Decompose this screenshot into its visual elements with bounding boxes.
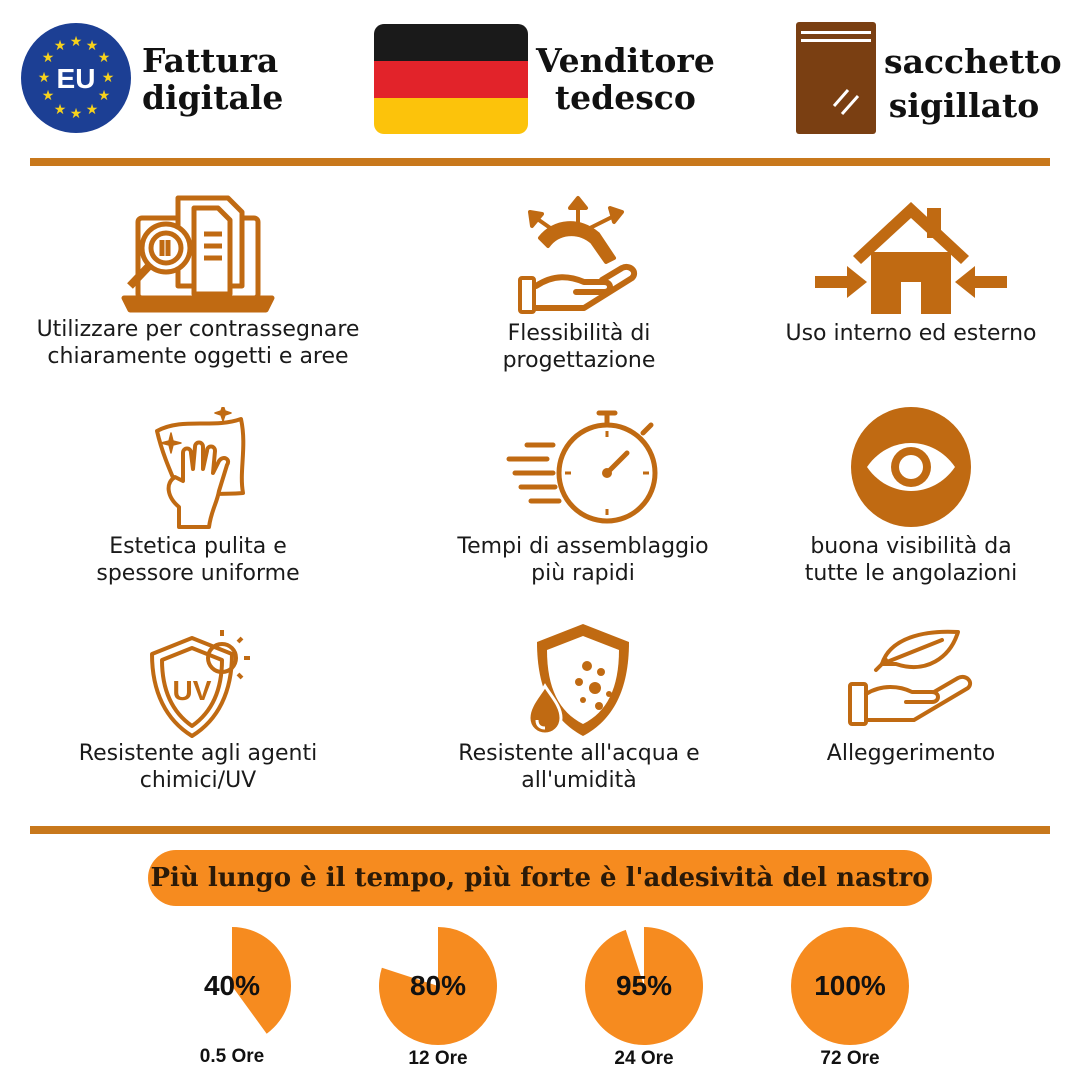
adhesion-pie bbox=[750, 922, 950, 1072]
svg-text:★: ★ bbox=[69, 34, 83, 50]
pie-percent-label: 80% bbox=[409, 970, 467, 1001]
house-arrows-icon bbox=[811, 198, 1011, 318]
header-line: sigillato bbox=[888, 86, 1040, 125]
adhesion-pies bbox=[0, 922, 1080, 1080]
feature-label-line: buona visibilità da bbox=[810, 534, 1012, 559]
sealed-bag-icon bbox=[796, 22, 876, 134]
eye-icon bbox=[849, 405, 973, 529]
feature-item bbox=[731, 620, 1080, 810]
pie-time-label: 24 Ore bbox=[614, 1048, 674, 1069]
feature-label-line: Uso interno ed esterno bbox=[785, 321, 1037, 346]
feature-item bbox=[403, 405, 763, 595]
feature-item bbox=[18, 620, 378, 810]
german-flag-icon bbox=[374, 24, 528, 134]
svg-text:★: ★ bbox=[53, 38, 67, 54]
pie-time-label: 12 Ore bbox=[408, 1048, 468, 1069]
feature-label-line: spessore uniforme bbox=[96, 561, 300, 586]
eu-flag-icon bbox=[20, 22, 132, 134]
stopwatch-icon bbox=[503, 407, 663, 533]
feature-label-line: Resistente all'acqua e bbox=[458, 741, 700, 766]
svg-text:★: ★ bbox=[85, 102, 99, 118]
header-line: tedesco bbox=[554, 78, 696, 117]
pie-percent-label: 40% bbox=[203, 970, 261, 1001]
svg-text:★: ★ bbox=[41, 50, 55, 66]
feature-label-line: chiaramente oggetti e aree bbox=[47, 344, 349, 369]
pie-percent-label: 100% bbox=[814, 970, 886, 1001]
feature-label-line: progettazione bbox=[502, 348, 656, 373]
adhesion-pie bbox=[338, 922, 538, 1072]
feature-item bbox=[18, 405, 378, 595]
svg-text:★: ★ bbox=[97, 50, 111, 66]
divider-top bbox=[30, 158, 1050, 166]
svg-text:★: ★ bbox=[85, 38, 99, 54]
header-line: Venditore bbox=[536, 41, 715, 80]
feature-label-line: Flessibilità di bbox=[507, 321, 651, 346]
pie-percent-label: 95% bbox=[615, 970, 673, 1001]
pie-time-label: 72 Ore bbox=[820, 1048, 880, 1069]
adhesion-pie bbox=[132, 922, 332, 1072]
hand-leaf-icon bbox=[846, 624, 976, 734]
svg-text:★: ★ bbox=[37, 70, 51, 86]
adhesion-banner: Più lungo è il tempo, più forte è l'adesività del nastro bbox=[148, 850, 932, 906]
header-line: sacchetto bbox=[884, 42, 1062, 81]
header-item-fattura bbox=[142, 42, 283, 116]
svg-text:★: ★ bbox=[53, 102, 67, 118]
uv-shield-icon bbox=[138, 622, 258, 742]
adhesion-pie bbox=[544, 922, 744, 1072]
document-search-icon bbox=[118, 190, 278, 320]
feature-label-line: Tempi di assemblaggio bbox=[457, 534, 709, 559]
uv-text: UV bbox=[172, 675, 212, 706]
feature-item bbox=[731, 190, 1080, 380]
water-shield-icon bbox=[519, 620, 639, 740]
feature-label-line: più rapidi bbox=[531, 561, 635, 586]
feature-item bbox=[399, 190, 759, 380]
divider-bottom bbox=[30, 826, 1050, 834]
feature-item bbox=[18, 190, 378, 380]
svg-text:★: ★ bbox=[97, 88, 111, 104]
svg-text:★: ★ bbox=[101, 70, 115, 86]
feature-label-line: Alleggerimento bbox=[826, 741, 996, 766]
header-line: Fattura bbox=[142, 41, 279, 80]
feature-label-line: Resistente agli agenti bbox=[78, 741, 318, 766]
header-item-sacchetto bbox=[884, 40, 1062, 128]
feature-label-line: all'umidità bbox=[521, 768, 637, 793]
cleaning-cloth-icon bbox=[143, 407, 253, 533]
header-item-venditore bbox=[536, 42, 715, 116]
feature-item bbox=[731, 405, 1080, 595]
svg-text:★: ★ bbox=[41, 88, 55, 104]
hand-arrows-icon bbox=[514, 194, 644, 324]
feature-label-line: Estetica pulita e bbox=[109, 534, 287, 559]
feature-item bbox=[399, 620, 759, 810]
pie-time-label: 0.5 Ore bbox=[199, 1046, 265, 1067]
header-line: digitale bbox=[142, 78, 284, 117]
feature-label-line: Utilizzare per contrassegnare bbox=[36, 317, 360, 342]
eu-flag-text: EU bbox=[56, 63, 96, 94]
feature-label-line: tutte le angolazioni bbox=[804, 561, 1018, 586]
feature-label-line: chimici/UV bbox=[139, 768, 257, 793]
svg-text:★: ★ bbox=[69, 106, 83, 122]
